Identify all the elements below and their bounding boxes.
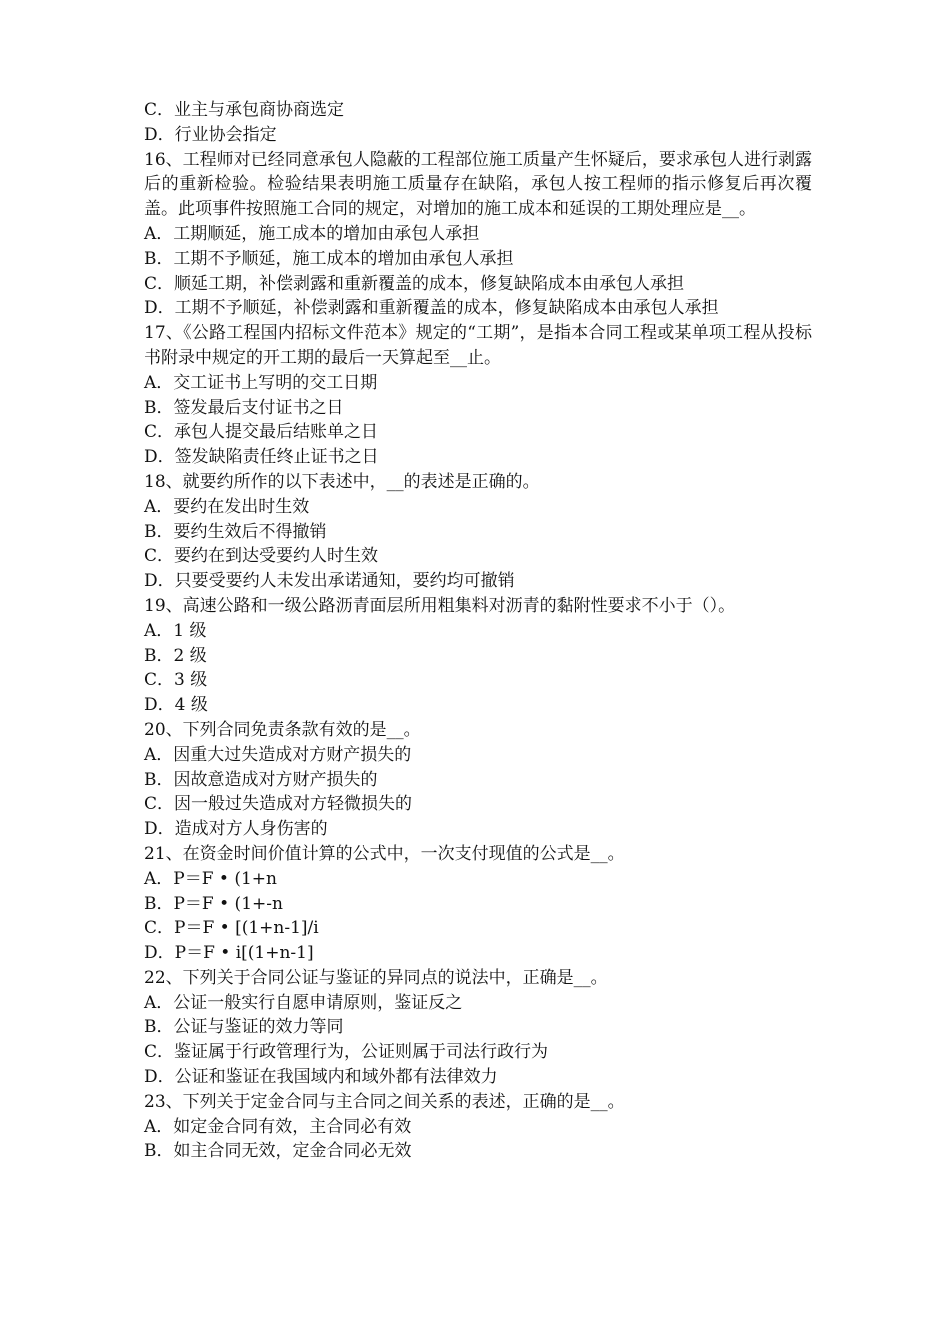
answer-option: D．行业协会指定 [144, 124, 277, 145]
answer-option: D．造成对方人身伤害的 [144, 819, 328, 840]
question-stem: 20、下列合同免责条款有效的是__。 [144, 719, 421, 740]
answer-option: B．如主合同无效，定金合同必无效 [144, 1141, 412, 1162]
answer-option: C．业主与承包商协商选定 [144, 100, 345, 120]
answer-option: C．3 级 [144, 670, 208, 691]
answer-option: A．因重大过失造成对方财产损失的 [144, 744, 412, 765]
answer-option: B．2 级 [144, 645, 207, 666]
answer-option: A．公证一般实行自愿申请原则，鉴证反之 [144, 992, 463, 1013]
answer-option: B．因故意造成对方财产损失的 [144, 769, 378, 790]
answer-option: A．1 级 [144, 620, 207, 641]
answer-option: D．签发缺陷责任终止证书之日 [144, 447, 379, 468]
answer-option: D．工期不予顺延，补偿剥露和重新覆盖的成本，修复缺陷成本由承包人承担 [144, 298, 719, 319]
answer-option: C．顺延工期，补偿剥露和重新覆盖的成本，修复缺陷成本由承包人承担 [144, 273, 685, 294]
question-stem: 21、在资金时间价值计算的公式中，一次支付现值的公式是__。 [144, 843, 625, 864]
question-stem: 23、下列关于定金合同与主合同之间关系的表述，正确的是__。 [144, 1091, 625, 1112]
answer-option: D．只要受要约人未发出承诺通知，要约均可撤销 [144, 571, 515, 592]
question-stem: 18、就要约所作的以下表述中，__的表述是正确的。 [144, 471, 540, 492]
answer-option: A．交工证书上写明的交工日期 [144, 372, 378, 393]
answer-option: A．工期顺延，施工成本的增加由承包人承担 [144, 223, 480, 244]
answer-option: C．承包人提交最后结账单之日 [144, 422, 379, 443]
question-stem: 22、下列关于合同公证与鉴证的异同点的说法中，正确是__。 [144, 967, 608, 988]
answer-option: A．P＝F • (1+n [144, 868, 277, 889]
answer-option: D．P＝F • i[(1+n-1] [144, 943, 314, 964]
answer-option: A．要约在发出时生效 [144, 496, 310, 517]
answer-option: C．P＝F • [(1+n-1]/i [144, 918, 319, 939]
answer-option: B．签发最后支付证书之日 [144, 397, 344, 418]
answer-option: B．P＝F • (1+-n [144, 893, 283, 914]
answer-option: A．如定金合同有效，主合同必有效 [144, 1116, 412, 1137]
answer-option: B．公证与鉴证的效力等同 [144, 1017, 344, 1038]
document-body [144, 98, 816, 1164]
answer-option: C．因一般过失造成对方轻微损失的 [144, 794, 413, 815]
answer-option: C．鉴证属于行政管理行为，公证则属于司法行政行为 [144, 1042, 549, 1063]
question-stem: 16、工程师对已经同意承包人隐蔽的工程部位施工质量产生怀疑后，要求承包人进行剥露后的重新检验。检验结果表明施工质量存在缺陷，承包人按工程师的指示修复后再次覆盖。此项事件按照施工合同的规定，对增加的施工成本和延误的工期处理应是__。 [144, 149, 812, 220]
question-stem: 19、高速公路和一级公路沥青面层所用粗集料对沥青的黏附性要求不小于（）。 [144, 595, 736, 616]
answer-option: D．4 级 [144, 695, 208, 716]
answer-option: C．要约在到达受要约人时生效 [144, 546, 379, 567]
answer-option: D．公证和鉴证在我国域内和域外都有法律效力 [144, 1067, 498, 1088]
answer-option: B．要约生效后不得撤销 [144, 521, 327, 542]
answer-option: B．工期不予顺延，施工成本的增加由承包人承担 [144, 248, 514, 269]
question-stem: 17、《公路工程国内招标文件范本》规定的“工期”，是指本合同工程或某单项工程从投标书附录中规定的开工期的最后一天算起至__止。 [144, 323, 812, 368]
